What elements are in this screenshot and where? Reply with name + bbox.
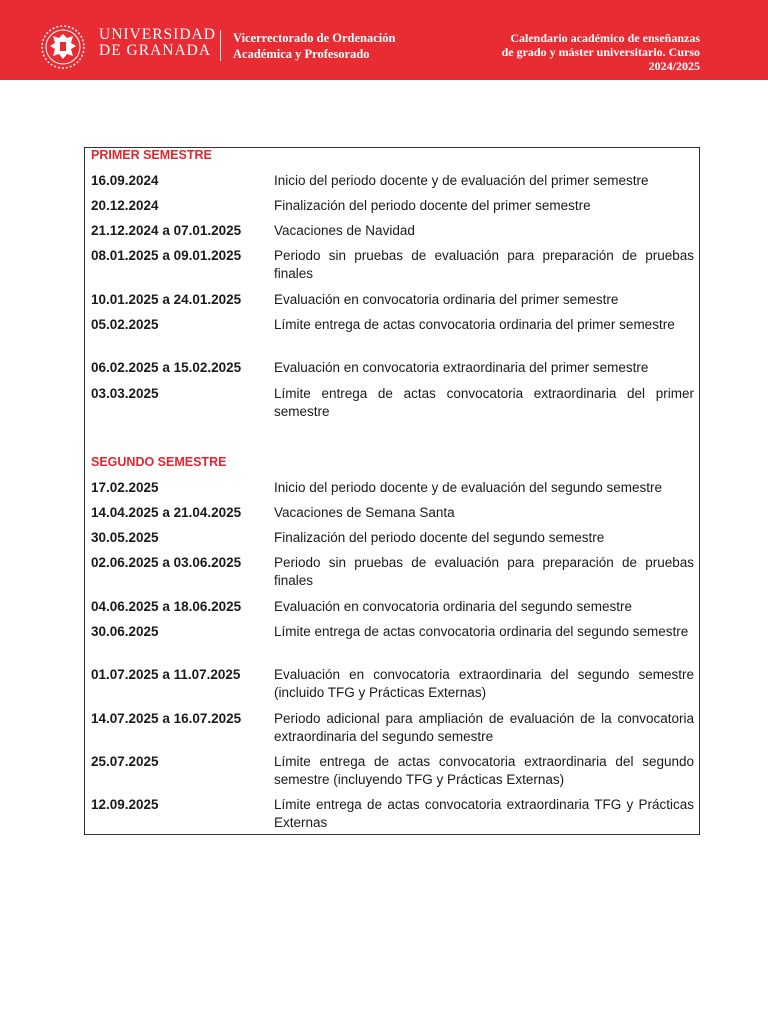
header-divider <box>220 30 221 61</box>
row-date: 16.09.2024 <box>91 173 159 188</box>
row-date: 12.09.2025 <box>91 797 159 812</box>
row-date: 01.07.2025 a 11.07.2025 <box>91 667 241 682</box>
row-date: 05.02.2025 <box>91 317 159 332</box>
document-title-line2: de grado y máster universitario. Curso <box>501 45 700 59</box>
document-title <box>440 31 700 73</box>
row-description: Evaluación en convocatoria extraordinaria del segundo semestre (incluido TFG y Prácticas Externas) <box>274 667 694 700</box>
row-date: 17.02.2025 <box>91 480 159 495</box>
row-date: 20.12.2024 <box>91 198 159 213</box>
row-date: 04.06.2025 a 18.06.2025 <box>91 599 242 614</box>
document-title-line1: Calendario académico de enseñanzas <box>510 31 700 45</box>
row-description: Evaluación en convocatoria extraordinaria del primer semestre <box>274 360 649 375</box>
row-date: 25.07.2025 <box>91 754 159 769</box>
university-name-line2: DE GRANADA <box>99 42 212 59</box>
page-header <box>0 0 768 80</box>
vicerrectorado-line2: Académica y Profesorado <box>233 47 370 61</box>
row-date: 30.05.2025 <box>91 530 159 545</box>
row-date: 30.06.2025 <box>91 624 159 639</box>
row-description: Finalización del periodo docente del segundo semestre <box>274 530 605 545</box>
row-description: Periodo sin pruebas de evaluación para preparación de pruebas finales <box>274 248 694 281</box>
university-name-line1: UNIVERSIDAD <box>99 26 216 43</box>
row-description: Vacaciones de Navidad <box>274 223 415 238</box>
row-description: Periodo sin pruebas de evaluación para preparación de pruebas finales <box>274 555 694 588</box>
row-date: 06.02.2025 a 15.02.2025 <box>91 360 242 375</box>
row-description: Límite entrega de actas convocatoria extraordinaria del segundo semestre (incluyendo TFG y Prácticas Externas) <box>274 754 694 787</box>
section-title-first-semester: PRIMER SEMESTRE <box>91 148 212 162</box>
row-description: Vacaciones de Semana Santa <box>274 505 455 520</box>
row-description: Inicio del periodo docente y de evaluación del primer semestre <box>274 173 649 188</box>
row-date: 03.03.2025 <box>91 386 159 401</box>
row-description: Límite entrega de actas convocatoria ordinaria del primer semestre <box>274 317 675 332</box>
row-description: Finalización del periodo docente del primer semestre <box>274 198 591 213</box>
calendar-table <box>84 147 700 835</box>
row-description: Periodo adicional para ampliación de evaluación de la convocatoria extraordinaria del segundo semestre <box>274 711 694 744</box>
row-date: 21.12.2024 a 07.01.2025 <box>91 223 242 238</box>
vicerrectorado-name <box>233 30 395 62</box>
row-description: Límite entrega de actas convocatoria extraordinaria TFG y Prácticas Externas <box>274 797 694 830</box>
university-crest-icon <box>40 24 86 70</box>
row-date: 08.01.2025 a 09.01.2025 <box>91 248 242 263</box>
row-description: Límite entrega de actas convocatoria extraordinaria del primer semestre <box>274 386 694 419</box>
row-date: 14.07.2025 a 16.07.2025 <box>91 711 242 726</box>
row-description: Evaluación en convocatoria ordinaria del primer semestre <box>274 292 619 307</box>
university-name <box>99 27 216 59</box>
row-description: Evaluación en convocatoria ordinaria del segundo semestre <box>274 599 632 614</box>
row-description: Inicio del periodo docente y de evaluación del segundo semestre <box>274 480 663 495</box>
row-date: 10.01.2025 a 24.01.2025 <box>91 292 242 307</box>
row-date: 02.06.2025 a 03.06.2025 <box>91 555 242 570</box>
section-title-second-semester: SEGUNDO SEMESTRE <box>91 455 227 469</box>
document-title-line3: 2024/2025 <box>648 59 700 73</box>
vicerrectorado-line1: Vicerrectorado de Ordenación <box>233 31 396 45</box>
row-date: 14.04.2025 a 21.04.2025 <box>91 505 242 520</box>
row-description: Límite entrega de actas convocatoria ordinaria del segundo semestre <box>274 624 689 639</box>
